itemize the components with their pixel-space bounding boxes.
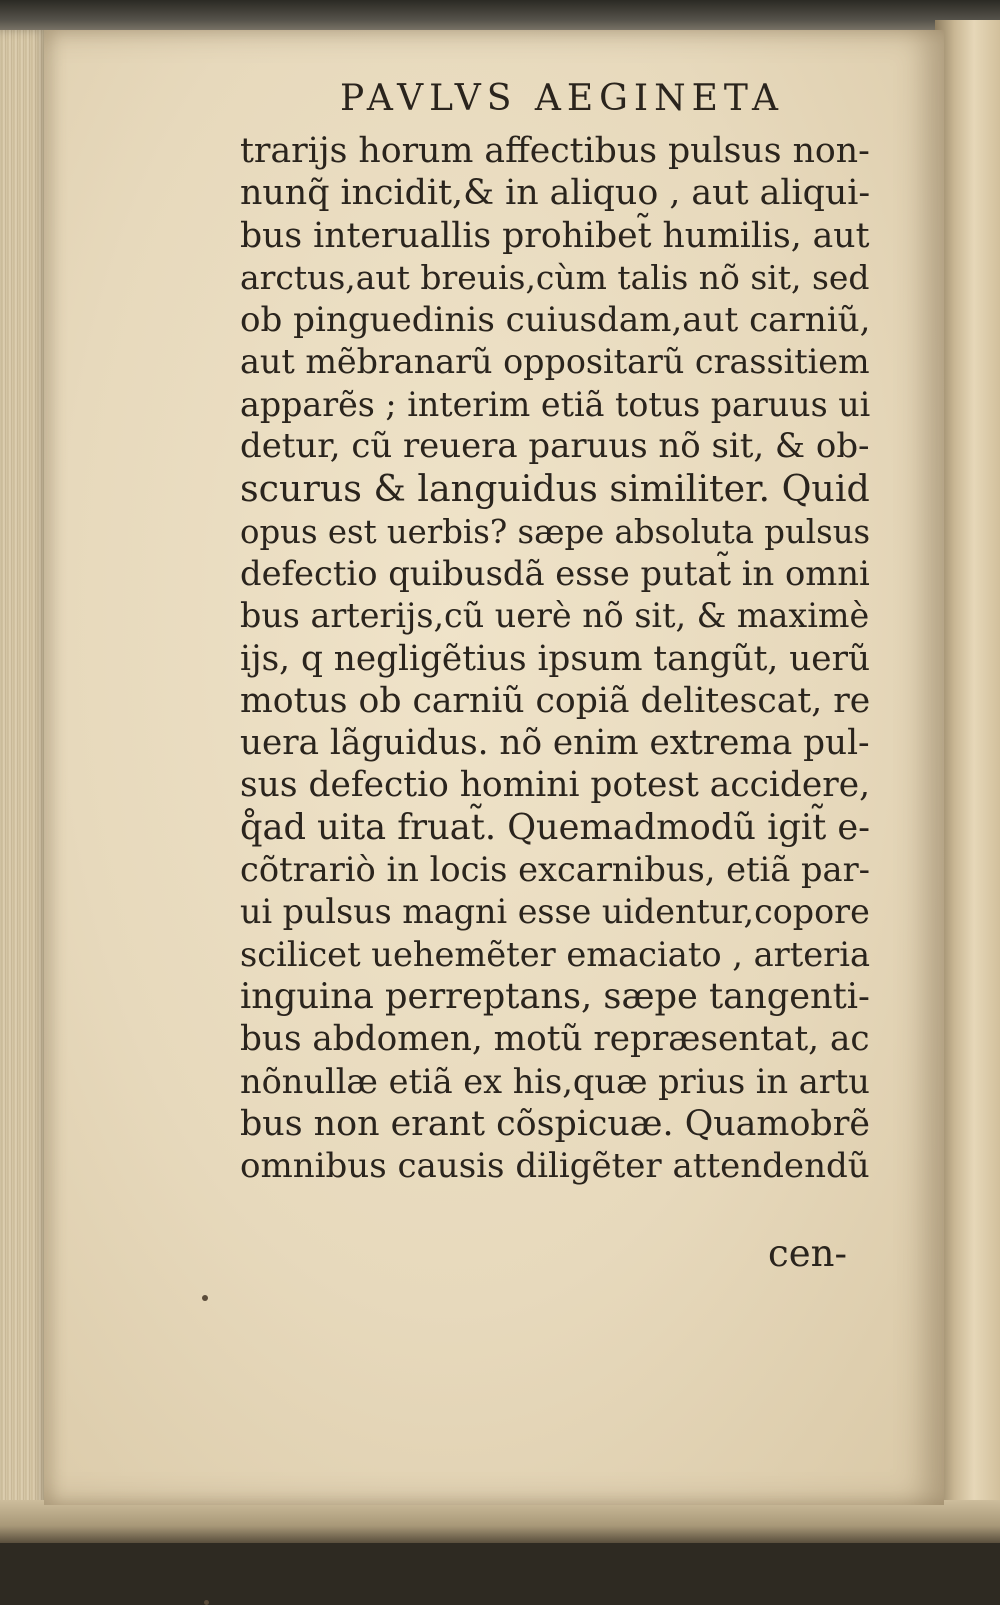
text-line: opus est uerbis? sæpe absoluta pulsus	[240, 512, 871, 551]
text-line: aut mẽbranarũ oppositarũ crassitiem	[240, 342, 870, 382]
text-line: motus ob carniũ copiã delitescat, re	[240, 680, 871, 721]
text-line: apparẽs ; interim etiã totus paruus ui	[240, 384, 871, 424]
text-line: ui pulsus magni esse uidentur,copore	[240, 892, 870, 932]
text-line: inguina perreptans, sæpe tangenti-	[240, 975, 870, 1017]
text-line: scurus & languidus similiter. Quid	[240, 467, 870, 511]
book-bottom-edge	[0, 1500, 1000, 1543]
book-gutter	[935, 20, 1000, 1520]
text-line: nõnullæ etiã ex his,quæ prius in artu	[240, 1061, 870, 1101]
text-line: q̊ad uita fruat̃. Quemadmodũ igit̃ e-	[240, 806, 871, 848]
text-line: sus defectio homini potest accidere,	[240, 765, 871, 806]
text-line: cõtrariò in locis excarnibus, etiã par-	[240, 850, 871, 890]
text-line: nunq̃ incidit,& in aliquo , aut aliqui-	[240, 173, 871, 214]
running-header: PAVLVS AEGINETA	[340, 78, 784, 119]
text-line: scilicet uehemẽter emaciato , arteria	[240, 934, 871, 974]
text-line: arctus,aut breuis,cùm talis nõ sit, sed	[240, 257, 870, 297]
ink-speck	[204, 1600, 209, 1605]
text-line: uera lãguidus. nõ enim extrema pul-	[240, 723, 870, 764]
text-line: bus non erant cõspicuæ. Quamobrẽ	[240, 1103, 870, 1144]
text-line: defectio quibusdã esse putat̃ in omni	[240, 553, 870, 593]
text-line: trarijs horum affectibus pulsus non-	[240, 131, 870, 171]
text-line: bus interuallis prohibet̃ humilis, aut	[240, 215, 870, 256]
text-line: bus abdomen, motũ repræsentat, ac	[240, 1019, 870, 1060]
catchword: cen-	[768, 1232, 847, 1275]
text-line: omnibus causis diligẽter attendendũ	[240, 1146, 870, 1187]
body-text	[240, 130, 880, 1187]
ink-speck	[202, 1295, 208, 1301]
page-stack-edge	[0, 30, 48, 1543]
text-line: ijs, q negligẽtius ipsum tangũt, uerũ	[240, 638, 871, 679]
text-line: bus arterijs,cũ uerè nõ sit, & maximè	[240, 596, 870, 636]
text-line: detur, cũ reuera paruus nõ sit, & ob-	[240, 427, 870, 467]
text-line: ob pinguedinis cuiusdam,aut carniũ,	[240, 300, 871, 341]
